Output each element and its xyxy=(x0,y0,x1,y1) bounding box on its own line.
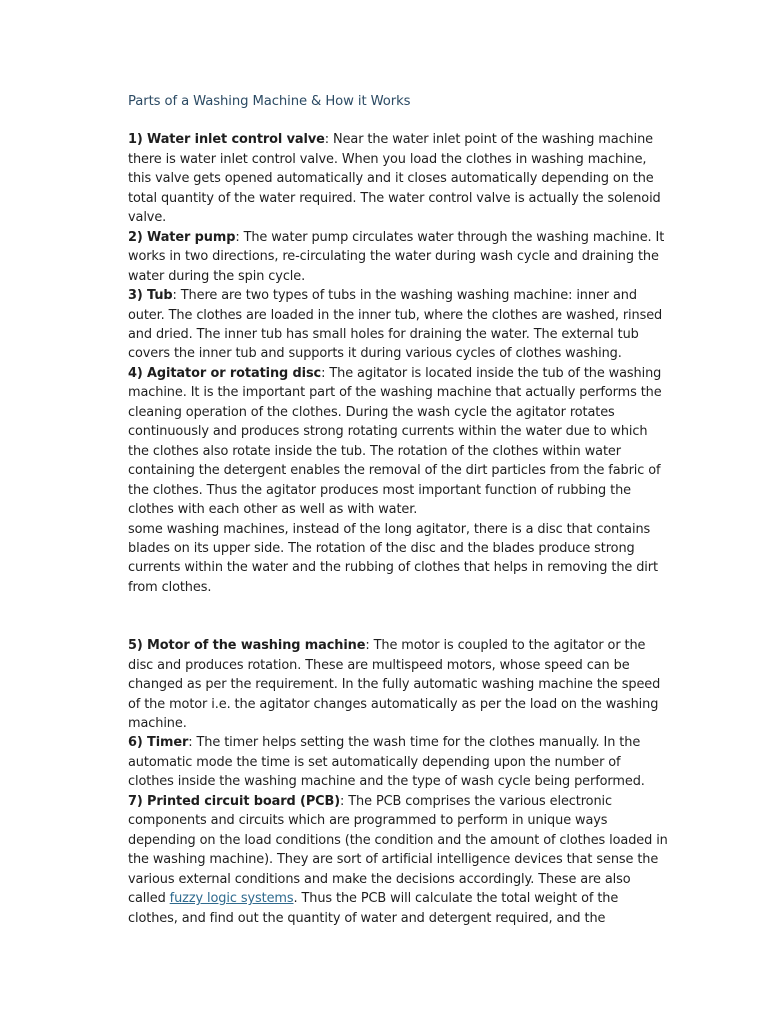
fuzzy-logic-link[interactable]: fuzzy logic systems xyxy=(169,891,294,907)
section-pcb xyxy=(128,792,668,928)
page-title: Parts of a Washing Machine & How it Works xyxy=(128,94,411,109)
section-text: some washing machines, instead of the long agitator, there is a disc that contains blades on its upper side. The rotation of the disc and the blades produce strong currents within the water and the rubbing of clothes that helps in removing the dirt from clothes. xyxy=(128,521,658,595)
section-heading: 7) Printed circuit board (PCB) xyxy=(128,793,341,809)
section-text: : The motor is coupled to the agitator or the disc and produces rotation. These are multispeed motors, whose speed can be changed as per the requirement. In the fully automatic washing machine the speed of the motor i.e. the agitator changes automatically as per the load on the washing machine. xyxy=(128,638,661,732)
section-text: : The timer helps setting the wash time for the clothes manually. In the automatic mode the time is set automatically depending upon the number of clothes inside the washing machine and the type of wash cycle being performed. xyxy=(128,735,645,790)
section-heading: 4) Agitator or rotating disc xyxy=(128,365,322,381)
section-heading: 5) Motor of the washing machine xyxy=(128,638,366,654)
document-body xyxy=(128,92,668,928)
section-heading: 6) Timer xyxy=(128,735,189,751)
section-text: : The agitator is located inside the tub of the washing machine. It is the important part of the washing machine that actually performs the cleaning operation of the clothes. During the wash cycle the agitator rotates continuously and produces strong rotating currents within the water due to which the clothes also rotate inside the tub. The rotation of the clothes within water containing the detergent enables the removal of the dirt particles from the fabric of the clothes. Thus the agitator produces most important function of rubbing the clothes with each other as well as with water. xyxy=(128,365,662,518)
section-heading: 2) Water pump xyxy=(128,229,236,245)
section-timer xyxy=(128,733,668,791)
paragraph-gap xyxy=(128,597,668,636)
section-text: : There are two types of tubs in the washing washing machine: inner and outer. The clothes are loaded in the inner tub, where the clothes are washed, rinsed and dried. The inner tub has small holes for draining the water. The external tub covers the inner tub and supports it during various cycles of clothes washing. xyxy=(128,288,663,362)
section-text: : The water pump circulates water through the washing machine. It works in two directions, re-circulating the water during wash cycle and draining the water during the spin cycle. xyxy=(128,229,665,284)
section-text: : The PCB comprises the various electronic components and circuits which are programmed to perform in unique ways depending on the load conditions (the condition and the amount of clothes loaded in the washing machine). They are sort of artificial intelligence devices that sense the various external conditions and make the decisions accordingly. These are also called xyxy=(128,793,668,907)
section-water-pump xyxy=(128,228,668,286)
section-tub xyxy=(128,286,668,364)
section-water-inlet-valve xyxy=(128,130,668,227)
section-motor xyxy=(128,636,668,733)
section-agitator xyxy=(128,364,668,520)
section-rotating-disc xyxy=(128,520,668,598)
section-text: . Thus the PCB will calculate the total weight of the clothes, and find out the quantity of water and detergent required, and the xyxy=(128,891,619,926)
section-heading: 3) Tub xyxy=(128,288,173,304)
section-heading: 1) Water inlet control valve xyxy=(128,132,325,148)
section-text: : Near the water inlet point of the washing machine there is water inlet control valve. When you load the clothes in washing machine, this valve gets opened automatically and it closes automatically depending on the total quantity of the water required. The water control valve is actually the solenoid valve. xyxy=(128,132,661,226)
